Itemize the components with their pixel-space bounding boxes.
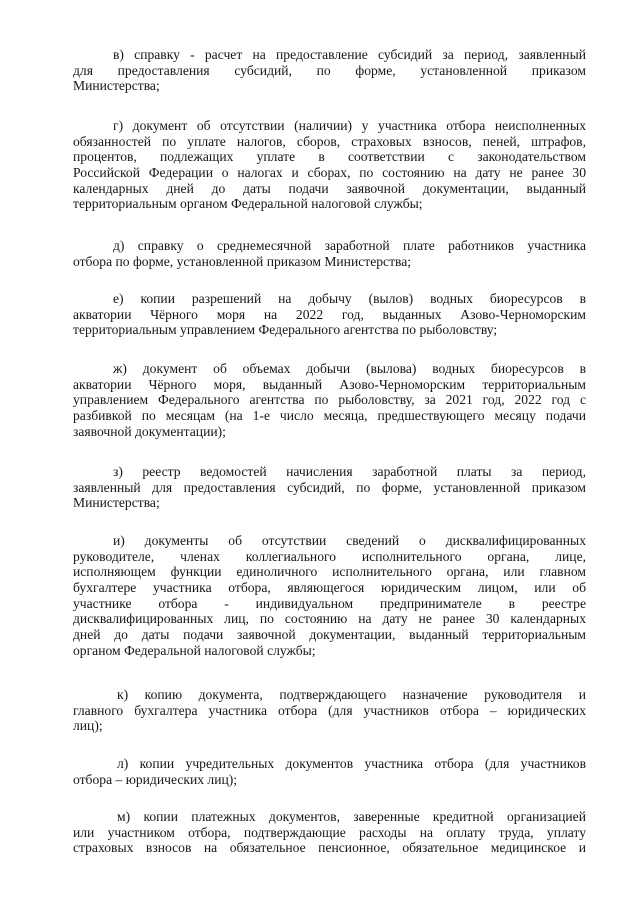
text-line: з) реестр ведомостей начисления заработной платы за период, xyxy=(113,464,586,479)
text-line: процентов, подлежащих уплате в соответствии с законодательством xyxy=(73,149,586,165)
text-line: органом Федеральной налоговой службы; xyxy=(73,642,316,658)
text-line: исполняющем функции единоличного исполнительного органа, или главном xyxy=(73,564,586,580)
text-line: Министерства; xyxy=(73,495,160,511)
text-line: руководителе, членах коллегиального исполнительного органа, лице, xyxy=(73,548,586,564)
paragraph-v xyxy=(73,47,586,94)
text-line: д) справку о среднемесячной заработной плате работников участника xyxy=(113,238,586,253)
text-line: страховых взносов на обязательное пенсионное, обязательное медицинское и xyxy=(73,840,586,856)
paragraph-g xyxy=(73,118,586,212)
text-line: календарных дней до даты подачи заявочной документации, выданный xyxy=(73,180,586,196)
text-line: управлением Федерального агентства по рыболовству, за 2021 год, 2022 год с xyxy=(73,392,586,408)
text-line: разбивкой по месяцам (на 1-е число месяца, предшествующего месяцу подачи xyxy=(73,408,586,424)
paragraph-k xyxy=(73,687,586,734)
text-line: или участником отбора, подтверждающие расходы на оплату труда, уплату xyxy=(73,824,586,840)
paragraph-i xyxy=(73,533,586,659)
text-line: Российской Федерации о налогах и сборах, по состоянию на дату не ранее 30 xyxy=(73,165,586,181)
text-line: дней до даты подачи заявочной документации, выданный территориальным xyxy=(73,627,586,643)
text-line: дисквалифицированных лиц, по состоянию на дату не ранее 30 календарных xyxy=(73,611,586,627)
text-line: л) копии учредительных документов участника отбора (для участников xyxy=(117,756,586,771)
paragraph-d xyxy=(73,238,586,269)
text-line: г) документ об отсутствии (наличии) у участника отбора неисполненных xyxy=(113,118,586,133)
text-line: акватории Чёрного моря, выданный Азово-Черноморским территориальным xyxy=(73,376,586,392)
text-line: в) справку - расчет на предоставление субсидий за период, заявленный xyxy=(113,47,586,62)
text-line: м) копии платежных документов, заверенные кредитной организацией xyxy=(117,809,586,824)
paragraph-z xyxy=(73,464,586,511)
text-line: ж) документ об объемах добычи (вылова) водных биоресурсов в xyxy=(113,361,586,376)
text-line: участнике отбора - индивидуальном предпринимателе в реестре xyxy=(73,595,586,611)
text-line: лиц); xyxy=(73,718,103,734)
text-line: для предоставления субсидий, по форме, установленной приказом xyxy=(73,62,586,78)
paragraph-m xyxy=(73,809,586,856)
text-line: к) копию документа, подтверждающего назначение руководителя и xyxy=(117,687,586,702)
text-line: Министерства; xyxy=(73,78,160,94)
text-line: и) документы об отсутствии сведений о дисквалифицированных xyxy=(113,533,586,548)
text-line: заявочной документации); xyxy=(73,423,226,439)
text-line: отбора по форме, установленной приказом Министерства; xyxy=(73,253,412,269)
text-line: территориальным управлением Федерального агентства по рыболовству; xyxy=(73,322,498,338)
text-line: главного бухгалтера участника отбора (для участников отбора – юридических xyxy=(73,702,586,718)
paragraph-l xyxy=(73,756,586,787)
text-line: акватории Чёрного моря на 2022 год, выданных Азово-Черноморским xyxy=(73,306,586,322)
text-line: бухгалтере участника отбора, являющегося юридическим лицом, или об xyxy=(73,580,586,596)
text-line: е) копии разрешений на добычу (вылов) водных биоресурсов в xyxy=(113,291,586,306)
text-line: территориальным органом Федеральной налоговой службы; xyxy=(73,196,423,212)
paragraph-e xyxy=(73,291,586,338)
text-line: заявленный для предоставления субсидий, по форме, установленной приказом xyxy=(73,479,586,495)
text-line: отбора – юридических лиц); xyxy=(73,771,238,787)
paragraph-zh xyxy=(73,361,586,439)
text-line: обязанностей по уплате налогов, сборов, страховых взносов, пеней, штрафов, xyxy=(73,133,586,149)
